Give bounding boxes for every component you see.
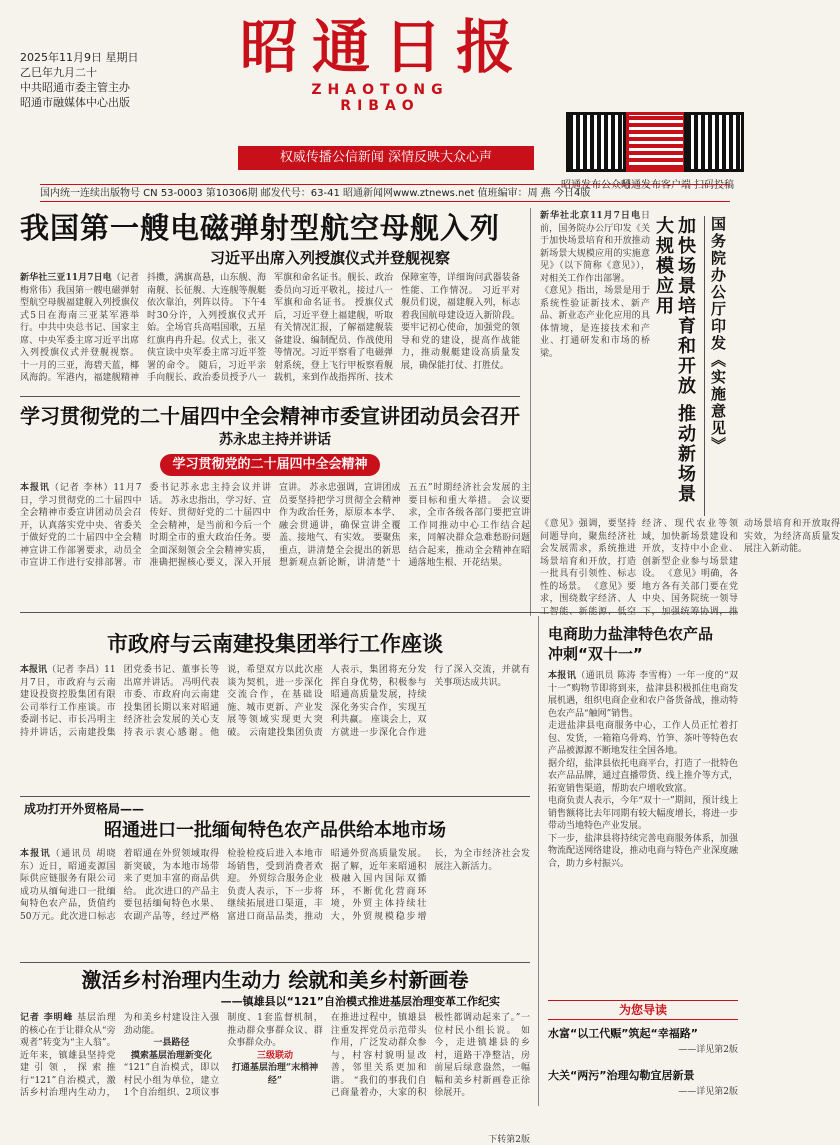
second-title[interactable]: 学习贯彻党的二十届四中全会精神市委宣讲团动员会召开	[20, 404, 520, 428]
lead-byline: 新华社三亚11月7日电	[20, 273, 112, 283]
second-paragraph: （记者 李林）11月7日，学习贯彻党的二十届四中全会精神市委宣讲团动员会召开，认真落实党中央、省委关于做好党的二十届四中全会精神宣讲工作部署要求，动员全市宣讲工作进行安排部署。市委书记苏永忠主持会议并讲话。	[20, 483, 271, 568]
divider	[20, 796, 530, 797]
second-paragraph: 苏永忠指出，学习好、宣传好、贯彻好党的二十届四中全会精神，是当前和今后一个时期全市的重大政治任务。要全面深刻领会全会精神实质，准确把握核心要义，深入开展宣讲。	[149, 483, 307, 568]
issue-date: 2025年11月9日 星期日	[20, 51, 139, 64]
right-feature-byline: 新华社北京11月7日电	[540, 211, 641, 221]
lead-paragraph: （记者梅常伟）我国第一艘电磁弹射型航空母舰福建舰入列授旗仪式5日在海南三亚某军港举行。中共中央总书记、国家主席、中央军委主席习近平出席入列授旗仪式并登舰视察。	[20, 273, 139, 358]
ecommerce-paragraph: 下一步，盐津县将持续完善电商服务体系，加强物流配送网络建设，推动电商与特色产业深度融合，助力乡村振兴。	[548, 833, 738, 869]
logo-pinyin: ZHAOTONG RIBAO	[311, 82, 449, 114]
fifth-paragraph: 基层治理的核心在于让群众从“旁观者”转变为“主人翁”。近年来，镇雄县坚持党建引领，探索推行“121”自治模式，激活乡村治理内生动力，为和美乡村建设注入强劲动能。	[20, 1013, 220, 1098]
divider	[20, 396, 520, 397]
fifth-text	[20, 1012, 530, 1132]
fifth-byline: 记者 李明峰	[20, 1013, 74, 1023]
column-divider	[530, 208, 531, 616]
continued-note[interactable]: 下转第2版	[488, 1135, 530, 1145]
ecommerce-paragraph: 据介绍，盐津县依托电商平台，打造了一批特色农产品品牌，通过直播带货、线上推介等方式，拓宽销售渠道，帮助农户增收致富。	[548, 758, 738, 794]
fourth-body	[20, 848, 530, 958]
qr-label: 昭通发布客户端	[621, 180, 691, 191]
column-divider	[538, 616, 539, 1106]
fourth-paragraph: 此次进口的产品主要包括缅甸特色水果、农副产品等，经过严格检验检疫后进入本地市场销售，受到消费者欢迎。	[123, 849, 323, 922]
lead-text	[20, 272, 520, 390]
lunar-date: 乙巳年九月二十	[20, 66, 97, 79]
right-feature-body	[540, 518, 840, 618]
newspaper-logo: 昭通日报	[239, 13, 528, 81]
masthead-info	[20, 50, 139, 110]
qr-label: 昭通发布公众号	[561, 180, 631, 191]
fourth-title[interactable]: 昭通进口一批缅甸特色农产品供给本地市场	[104, 820, 446, 841]
fourth-story	[20, 800, 530, 844]
fifth-section-subtitle: 打通基层治理“末梢神经”	[231, 1063, 319, 1086]
third-text	[20, 664, 530, 792]
third-paragraph: 云南建投集团负责人表示，集团将充分发挥自身优势，积极参与昭通高质量发展，持续深化务实合作，实现互利共赢。	[248, 665, 427, 738]
ecommerce-paragraph: 走进盐津县电商服务中心，工作人员正忙着打包、发货，一箱箱乌骨鸡、竹笋、茶叶等特色农产品被源源不断地发往全国各地。	[548, 721, 738, 756]
ecommerce-byline: 本报讯	[548, 671, 577, 681]
fifth-subtitle: ——镇雄县以“121”自治模式推进基层治理变革工作纪实	[220, 995, 500, 1008]
lead-paragraph: 十一月的三亚，海碧天蓝，椰风海韵。军港内，福建舰精神抖擞，满旗高悬，山东舰、海南舰、长征舰、大连舰等舰艇依次靠泊，列阵以待。	[20, 273, 266, 383]
lead-story	[20, 208, 520, 268]
right-feature-paragraph: 《意见》明确，各地方各有关部门要在党中央、国务院统一领导 动场景培育和开放取得实效，为经济高质量发展注入新动能。	[642, 519, 840, 604]
lead-subtitle: 习近平出席入列授旗仪式并登舰视察	[209, 249, 450, 267]
divider	[20, 962, 530, 963]
right-feature-text-2	[540, 518, 840, 618]
fourth-byline: 本报讯	[20, 849, 51, 859]
lead-paragraph: 授旗仪式后，习近平登上福建舰，听取有关情况汇报，了解福建舰装备建设、编制配员、作战使用等情况。习近平察看了电磁弹射系统，登上飞行甲板察看舰载机，来到作战指挥所、技术保障室等，详细询问武器装备性能、工作情况。	[274, 273, 520, 383]
ecommerce-story	[548, 624, 738, 664]
guide-item-page: ——详见第2版	[678, 1045, 738, 1055]
ecommerce-body	[548, 670, 738, 970]
third-paragraph: 座谈会上，双方就进一步深化合作进行了深入交流，并就有关事项达成共识。	[330, 665, 530, 738]
guide-item-text: 水富“以工代赈”筑起“幸福路”	[548, 1027, 698, 1040]
fifth-section-subtitle: 摸索基层治理新变化	[130, 1050, 212, 1061]
second-body	[20, 482, 530, 608]
fifth-paragraph: “我们的事我们自己商量着办，大家的积极性都调动起来了。”一位村民小组长说。	[330, 1013, 530, 1098]
second-subtitle: 苏永忠主持并讲话	[219, 432, 331, 448]
fourth-paragraph: 据了解，近年来昭通积极融入国内国际双循环，不断优化营商环境，外贸主体持续壮大，外贸规模稳步增长，为全市经济社会发展注入新活力。	[330, 849, 530, 922]
third-body	[20, 664, 530, 792]
right-feature-paragraph: 《意见》强调，要坚持问题导向，聚焦经济社会发展需求，系统推进场景培育和开放，打造一批具有引领性、标志性的场景。	[540, 519, 636, 592]
guide-item-page: ——详见第2版	[678, 1087, 738, 1097]
second-paragraph: 苏永忠强调，宣讲团成员要坚持把学习贯彻全会精神作为政治任务，原原本本学、融会贯通讲，确保宣讲全覆盖、接地气、有实效。	[279, 483, 401, 543]
fifth-story	[20, 966, 530, 1010]
sponsor: 中共昭通市委主管主办	[20, 81, 130, 94]
divider	[20, 612, 738, 613]
right-feature-text	[540, 210, 650, 360]
masthead	[0, 0, 750, 191]
publication-meta: 国内统一连续出版物号 CN 53-0003 第10306期 邮发代号：63-41 昭通新闻网www.ztnews.net 值班编审：周 燕 今日4版	[40, 184, 730, 202]
fifth-section-title: 一县路径	[153, 1038, 190, 1048]
fifth-paragraph: 在推进过程中，镇雄县注重发挥党员示范带头作用，广泛发动群众参与，村容村貌明显改善，邻里关系更加和谐。	[330, 1013, 427, 1086]
lead-paragraph: 习近平对舰员们说，福建舰入列，标志着我国航母建设迈入新阶段。要牢记初心使命，加强党的领导和党的建设，提高作战能力，推动舰艇建设高质量发展，确保能打仗、打胜仗。	[401, 285, 520, 371]
second-paragraph: 会议要求，全市各级各部门要把宣讲工作同推动中心工作结合起来，同解决群众急难愁盼问题结合起来，推动全会精神在昭通落地生根、开花结果。	[408, 495, 530, 568]
right-feature-paragraph: 日前，国务院办公厅印发《关于加快场景培育和开放推动新场景大规模应用的实施意见》（以下简称《意见》），对相关工作作出部署。	[540, 211, 650, 284]
third-byline: 本报讯	[20, 665, 48, 675]
lead-paragraph: 下午4时30分许，入列授旗仪式开始。全场官兵高唱国歌，五星红旗冉冉升起。仪式上，张又侠宣读中央军委主席习近平签署的命令。	[147, 298, 266, 371]
guide-header	[548, 1000, 738, 1020]
publisher: 昭通市融媒体中心出版	[20, 96, 130, 109]
qr-code-icon	[684, 112, 744, 172]
guide-item[interactable]	[548, 1068, 738, 1097]
ecommerce-text	[548, 670, 738, 870]
fourth-kicker: 成功打开外贸格局——	[24, 802, 145, 816]
fourth-paragraph: （通讯员 胡晓东）近日，昭通麦源国际供应链服务有限公司成功从缅甸进口一批缅甸特色农产品，货值约50万元。此次进口标志着昭通在外贸领域取得新突破，为本地市场带来了更加丰富的商品供给。	[20, 849, 220, 922]
fifth-paragraph: 如今，走进镇雄县的乡村，道路干净整洁，房前屋后绿意盎然，一幅幅和美乡村新画卷正徐徐展开。	[434, 1025, 530, 1098]
third-story	[20, 630, 530, 658]
fifth-paragraph: “121”自治模式，即以村民小组为单位，建立1个自治组织、2项议事制度、1套监督机制，推动群众事群众议、群众事群众办。	[123, 1013, 323, 1098]
ecommerce-title-2: 冲刺“双十一”	[548, 645, 643, 663]
right-feature-intro	[540, 210, 650, 396]
guide-title: 为您导读	[618, 1003, 667, 1017]
fourth-paragraph: 外贸综合服务企业负责人表示，下一步将继续拓展进口渠道，丰富进口商品品类，推动昭通外贸高质量发展。	[227, 849, 427, 922]
lead-body	[20, 272, 520, 390]
theme-banner: 学习贯彻党的二十届四中全会精神	[160, 454, 380, 476]
fifth-section-title: 三级联动	[256, 1050, 293, 1061]
qr-label: 扫码投稿	[694, 180, 734, 191]
lead-title[interactable]: 我国第一艘电磁弹射型航空母舰入列	[20, 211, 501, 245]
slogan-ribbon: 权威传播公信新闻 深情反映大众心声	[238, 146, 534, 170]
ecommerce-paragraph: （通讯员 陈涛 李雪梅）一年一度的“双十一”购物节即将到来，盐津县积极抓住电商发展机遇，组织电商企业和农户备货备战，推动特色农产品“触网”销售。	[548, 671, 738, 719]
third-paragraph: （记者 李昌）11月7日，市政府与云南建设投资控股集团有限公司举行工作座谈。市委副书记、市长冯明主持并讲话，云南建投集团党委书记、董事长等出席并讲话。	[20, 665, 220, 738]
guide-item[interactable]	[548, 1026, 738, 1055]
second-story	[20, 402, 530, 450]
third-paragraph: 冯明代表市委、市政府向云南建投集团长期以来对昭通经济社会发展的关心支持表示衷心感谢。他说，希望双方以此次座谈为契机，进一步深化交流合作，在基础设施、城市更新、产业发展等领域实现更大突破。	[123, 665, 323, 738]
lead-paragraph: 随后，习近平亲手向舰长、政治委员授予八一军旗和命名证书。舰长、政治委员向习近平敬礼，接过八一军旗和命名证书。	[147, 273, 393, 383]
fourth-text	[20, 848, 530, 958]
right-feature-paragraph: 《意见》指出，场景是用于系统性验证新技术、新产品、新业态产业化应用的具体情境，是连接技术和产业、打通研发和市场的桥梁。	[540, 286, 650, 359]
right-feature-subtitle[interactable]: 加快场景培育和开放 推动新场景大规模应用	[653, 216, 696, 505]
ecommerce-paragraph: 电商负责人表示，今年“双十一”期间，预计线上销售额将比去年同期有较大幅度增长，将进一步带动当地特色产业发展。	[548, 796, 738, 831]
ecommerce-title[interactable]: 电商助力盐津特色农产品	[548, 625, 714, 643]
second-paragraph: 要聚焦重点，讲清楚全会提出的新思想新观点新论断，讲清楚“十五五”时期经济社会发展的主要目标和重大举措。	[279, 483, 530, 568]
fifth-title[interactable]: 激活乡村治理内生动力 绘就和美乡村新画卷	[81, 968, 469, 992]
guide-item-text: 大关“两污”治理勾勒宜居新景	[548, 1069, 695, 1082]
second-byline: 本报讯	[20, 483, 50, 493]
qr-block-3[interactable]	[674, 112, 754, 191]
second-text	[20, 482, 530, 608]
right-feature-paragraph: 《意见》要求，围绕数字经济、人 经济、现代农业等领域，加快新场景建设和开放，支持中小企业、创新型企业参与场景建设。	[540, 519, 738, 604]
right-feature-title: 国务院办公厅印发《实施意见》	[704, 216, 729, 516]
fifth-body	[20, 1012, 530, 1132]
third-title[interactable]: 市政府与云南建投集团举行工作座谈	[107, 632, 443, 656]
